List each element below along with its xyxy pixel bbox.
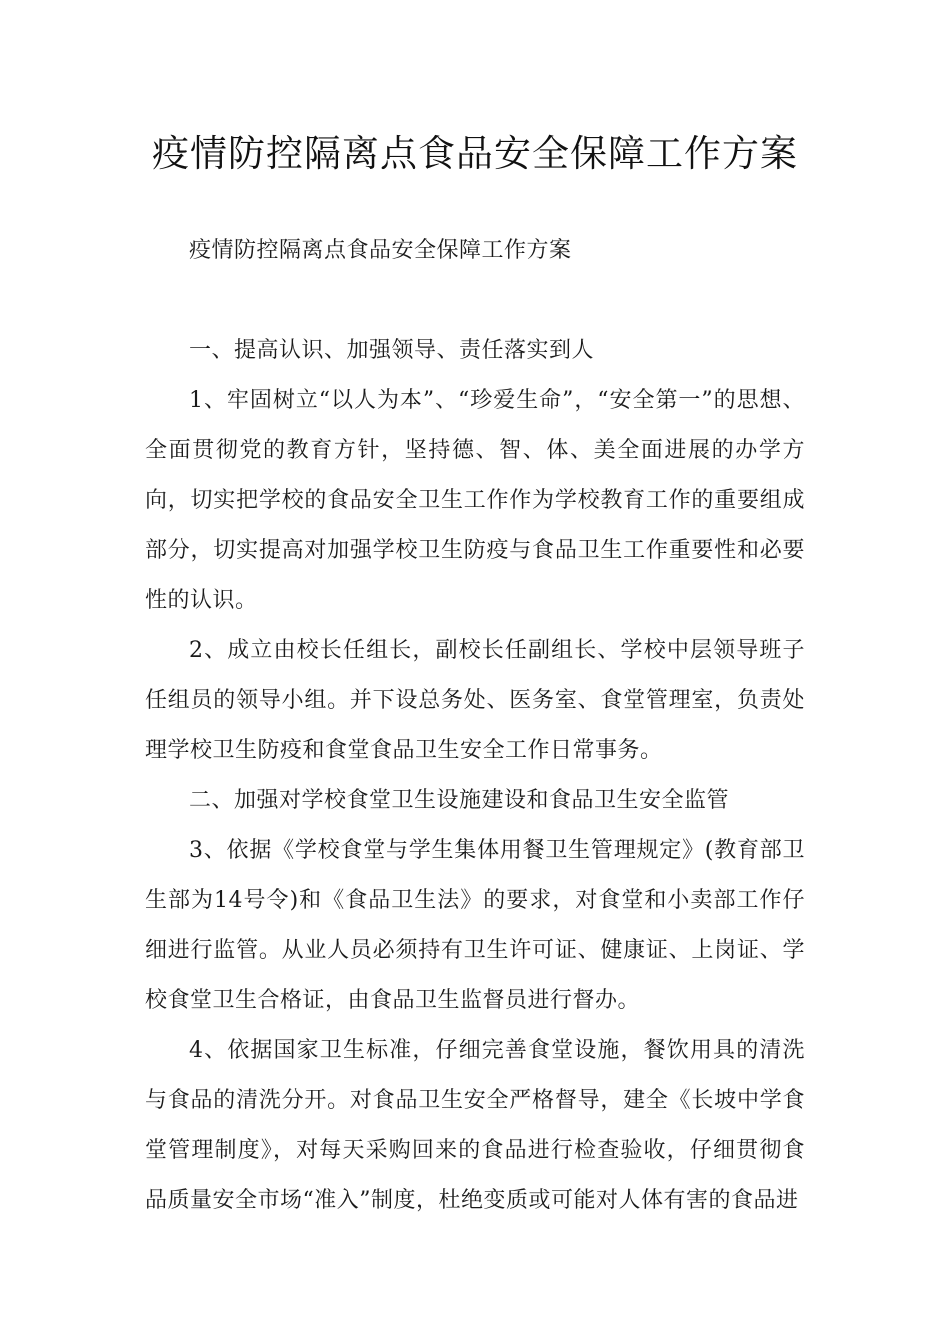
paragraph-2: 2、成立由校长任组长，副校长任副组长、学校中层领导班子任组员的领导小组。并下设总务处、医务室、食堂管理室，负责处理学校卫生防疫和食堂食品卫生安全工作日常事务。 <box>145 638 805 763</box>
paragraph-4: 4、依据国家卫生标准，仔细完善食堂设施，餐饮用具的清洗与食品的清洗分开。对食品卫生安全严格督导，建全《长坡中学食堂管理制度》，对每天采购回来的食品进行检查验收，仔细贯彻食品质量安全市场“准入”制度，杜绝变质或可能对人体有害的食品进 <box>145 1038 805 1213</box>
paragraph-1: 1、牢固树立“以人为本”、“珍爱生命”，“安全第一”的思想、全面贯彻党的教育方针，坚持德、智、体、美全面进展的办学方向，切实把学校的食品安全卫生工作作为学校教育工作的重要组成部分，切实提高对加强学校卫生防疫与食品卫生工作重要性和必要性的认识。 <box>145 388 805 613</box>
paragraph-3: 3、依据《学校食堂与学生集体用餐卫生管理规定》(教育部卫生部为14号令)和《食品卫生法》的要求，对食堂和小卖部工作仔细进行监管。从业人员必须持有卫生许可证、健康证、上岗证、学校食堂卫生合格证，由食品卫生监督员进行督办。 <box>145 838 805 1013</box>
document-subtitle: 疫情防控隔离点食品安全保障工作方案 <box>189 238 572 263</box>
section-heading-2: 二、加强对学校食堂卫生设施建设和食品卫生安全监管 <box>189 788 730 813</box>
section-heading-1: 一、提高认识、加强领导、责任落实到人 <box>189 338 595 363</box>
document-title: 疫情防控隔离点食品安全保障工作方案 <box>152 132 798 175</box>
